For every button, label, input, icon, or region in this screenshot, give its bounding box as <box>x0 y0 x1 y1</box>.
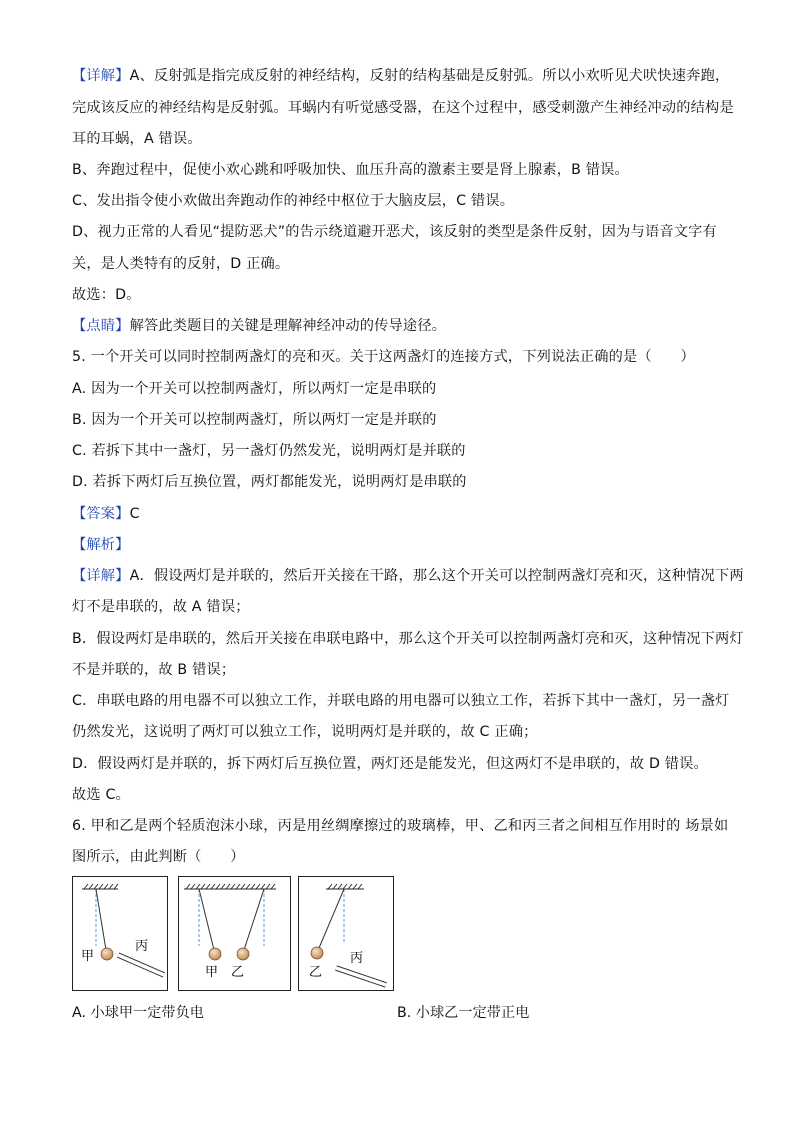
section-tag: 【详解】 <box>72 568 130 584</box>
line-text: 耳的耳蜗，A 错误。 <box>72 131 202 147</box>
answer-option-b: B. 小球乙一定带正电 <box>397 1005 530 1021</box>
line-text: A．假设两灯是并联的，然后开关接在干路，那么这个开关可以控制两盏灯亮和灭，这种情况下两 <box>129 568 744 584</box>
line-text: 5. 一个开关可以同时控制两盏灯的亮和灭。关于这两盏灯的连接方式，下列说法正确的是（ ） <box>72 349 695 365</box>
ball-label: 乙 <box>231 965 245 980</box>
line-text: A. 因为一个开关可以控制两盏灯，所以两灯一定是串联的 <box>72 381 437 397</box>
line-text: 仍然发光，这说明了两灯可以独立工作，说明两灯是并联的，故 C 正确； <box>72 724 538 740</box>
answer-option <box>72 410 437 430</box>
text-line <box>72 597 250 617</box>
ball-yi <box>311 947 323 959</box>
text-line <box>72 191 514 211</box>
answer-option <box>72 379 436 399</box>
line-text: B．假设两灯是串联的，然后开关接在串联电路中，那么这个开关可以控制两盏灯亮和灭，这种情况下两灯 <box>72 631 744 647</box>
line-text: C、发出指令使小欢做出奔跑动作的神经中枢位于大脑皮层，C 错误。 <box>72 193 515 209</box>
figure-panel-3 <box>299 877 394 991</box>
text-line <box>72 629 744 649</box>
ball-yi <box>237 948 249 960</box>
text-line <box>72 285 141 305</box>
figure-panel-2 <box>179 877 291 991</box>
text-line <box>72 222 717 242</box>
text-line <box>72 691 730 711</box>
pendulum-figure <box>72 876 402 992</box>
text-line <box>72 754 708 774</box>
answer-option <box>72 472 467 492</box>
section-tag: 【答案】 <box>72 506 130 522</box>
text-line <box>72 785 130 805</box>
question-stem <box>72 816 728 836</box>
ball-jia <box>209 948 221 960</box>
text-line <box>72 254 289 274</box>
line-text: 灯不是串联的，故 A 错误； <box>72 599 250 615</box>
line-text: 图所示，由此判断（ ） <box>72 849 245 865</box>
text-line <box>72 316 446 336</box>
text-line <box>72 722 538 742</box>
line-text: D．假设两灯是并联的，拆下两灯后互换位置，两灯还是能发光，但这两灯不是串联的，故 D 错误。 <box>72 756 708 772</box>
answer-line <box>72 504 140 524</box>
section-tag: 【点睛】 <box>72 318 130 334</box>
ball-label: 甲 <box>81 949 95 964</box>
line-text: B. 因为一个开关可以控制两盏灯，所以两灯一定是并联的 <box>72 412 437 428</box>
line-text: D、视力正常的人看见“提防恶犬”的告示绕道避开恶犬，该反射的类型是条件反射，因为与语音文字有 <box>72 224 717 240</box>
ball-label: 乙 <box>309 965 323 980</box>
line-text: 6. 甲和乙是两个轻质泡沫小球，丙是用丝绸摩擦过的玻璃棒，甲、乙和丙三者之间相互作用时的 场景如 <box>72 818 729 834</box>
ball-jia <box>101 948 113 960</box>
text-line <box>72 66 729 86</box>
figure-panel-1 <box>73 877 168 991</box>
answer-option <box>72 441 466 461</box>
question-stem <box>72 347 695 367</box>
answer-option-a: A. 小球甲一定带负电 <box>72 1005 204 1021</box>
question-stem <box>72 847 245 867</box>
text-line <box>72 98 734 118</box>
line-text: A、反射弧是指完成反射的神经结构，反射的结构基础是反射弧。所以小欢听见犬吠快速奔跑， <box>129 68 730 84</box>
text-line <box>72 160 629 180</box>
line-text: 关，是人类特有的反射，D 正确。 <box>72 256 290 272</box>
rod-label: 丙 <box>350 951 364 966</box>
line-text: C. 若拆下其中一盏灯，另一盏灯仍然发光，说明两灯是并联的 <box>72 443 466 459</box>
line-text: 完成该反应的神经结构是反射弧。耳蜗内有听觉感受器，在这个过程中，感受刺激产生神经冲动的结构是 <box>72 100 734 116</box>
ball-label: 甲 <box>205 965 219 980</box>
analysis-heading <box>72 535 130 555</box>
line-text: 故选：D。 <box>72 287 141 303</box>
section-tag: 【详解】 <box>72 68 130 84</box>
section-tag: 【解析】 <box>72 537 130 553</box>
text-line <box>72 129 202 149</box>
line-text: D. 若拆下两灯后互换位置，两灯都能发光，说明两灯是串联的 <box>72 474 467 490</box>
line-text: C．串联电路的用电器不可以独立工作，并联电路的用电器可以独立工作，若拆下其中一盏灯，另一盏灯 <box>72 693 730 709</box>
line-text: C <box>129 506 140 522</box>
rod-label: 丙 <box>135 939 149 954</box>
line-text: 故选 C。 <box>72 787 130 803</box>
line-text: 不是并联的，故 B 错误； <box>72 662 236 678</box>
line-text: 解答此类题目的关键是理解神经冲动的传导途径。 <box>129 318 447 334</box>
text-line <box>72 660 235 680</box>
text-line <box>72 566 744 586</box>
line-text: B、奔跑过程中，促使小欢心跳和呼吸加快、血压升高的激素主要是肾上腺素，B 错误。 <box>72 162 629 178</box>
